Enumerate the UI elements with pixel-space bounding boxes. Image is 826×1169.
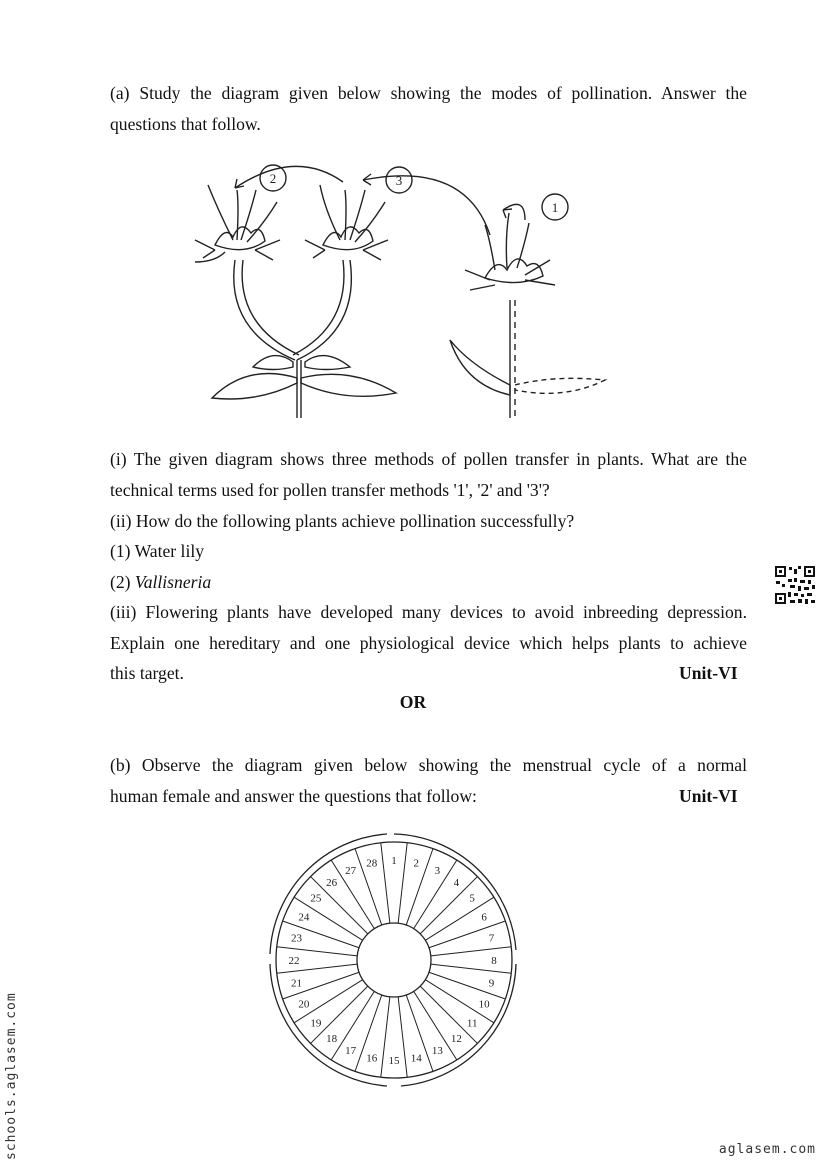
cycle-spoke: [398, 843, 407, 923]
cycle-day-label: 6: [481, 911, 487, 924]
cycle-spoke: [431, 947, 511, 956]
question-a-intro-line2: questions that follow.: [110, 114, 261, 134]
question-a-ii-1: (1) Water lily: [110, 541, 205, 561]
side-watermark: schools.aglasem.com: [4, 992, 19, 1160]
cycle-day-label: 3: [434, 864, 441, 877]
cycle-day-label: 26: [326, 876, 338, 889]
cycle-day-label: 5: [469, 892, 475, 905]
cycle-spoke: [381, 843, 390, 923]
cycle-day-label: 20: [298, 998, 310, 1011]
question-a-intro-line1: (a) Study the diagram given below showing the modes of pollination. Answer the: [110, 83, 747, 103]
cycle-spoke: [431, 964, 511, 973]
cycle-day-label: 18: [326, 1033, 338, 1046]
cycle-day-label: 1: [391, 855, 397, 867]
cycle-day-label: 21: [291, 977, 303, 990]
cycle-day-label: 15: [388, 1055, 400, 1067]
cycle-day-label: 19: [310, 1017, 322, 1030]
cycle-spoke: [406, 849, 433, 925]
cycle-day-label: 14: [410, 1052, 422, 1065]
diagram-label-3: 3: [395, 173, 403, 188]
cycle-day-label: 7: [488, 932, 495, 945]
unit-label-b: Unit-VI: [679, 786, 738, 806]
cycle-day-label: 23: [291, 932, 303, 945]
question-a-ii: (ii) How do the following plants achieve pollination successfully?: [110, 511, 575, 531]
question-a-ii-2-number: (2): [110, 572, 131, 592]
question-a-i-line1: (i) The given diagram shows three methods of pollen transfer in plants. What are the: [110, 449, 747, 469]
question-a-iii-line1: (iii) Flowering plants have developed many devices to avoid inbreeding depression.: [110, 602, 747, 622]
unit-label-a: Unit-VI: [679, 663, 738, 683]
cycle-spoke: [398, 997, 407, 1077]
question-a-ii-2-plant: Vallisneria: [134, 572, 212, 592]
cycle-day-label: 28: [366, 857, 378, 870]
cycle-day-label: 8: [491, 955, 497, 967]
cycle-day-label: 16: [366, 1052, 378, 1065]
qr-code: [774, 565, 816, 605]
cycle-day-label: 17: [345, 1045, 357, 1058]
question-a-ii-2: [110, 567, 747, 598]
cycle-day-label: 12: [450, 1033, 462, 1046]
cycle-day-label: 2: [413, 857, 420, 870]
pollination-diagram: [185, 150, 625, 425]
question-a-i-line2: technical terms used for pollen transfer methods '1', '2' and '3'?: [110, 480, 550, 500]
question-b-intro-line1: (b) Observe the diagram given below showing the menstrual cycle of a normal: [110, 755, 747, 775]
cycle-day-label: 9: [488, 977, 495, 990]
menstrual-cycle-diagram: [266, 832, 522, 1088]
cycle-day-label: 13: [431, 1045, 443, 1058]
footer-watermark: aglasem.com: [718, 1142, 816, 1157]
cycle-day-label: 25: [310, 892, 322, 905]
cycle-day-label: 27: [345, 864, 357, 877]
cycle-day-label: 4: [453, 876, 460, 889]
cycle-day-label: 11: [466, 1017, 478, 1030]
question-a-iii-line2: Explain one hereditary and one physiological device which helps plants to achieve: [110, 633, 747, 653]
or-separator: OR: [399, 692, 427, 712]
question-b-intro-line2: human female and answer the questions that follow:: [110, 786, 477, 806]
cycle-day-label: 24: [298, 911, 310, 924]
cycle-day-label: 22: [288, 955, 300, 967]
diagram-label-2: 2: [269, 171, 277, 186]
question-a-iii-line3: this target.: [110, 663, 184, 683]
diagram-label-1: 1: [551, 200, 559, 215]
cycle-day-label: 10: [478, 998, 490, 1011]
